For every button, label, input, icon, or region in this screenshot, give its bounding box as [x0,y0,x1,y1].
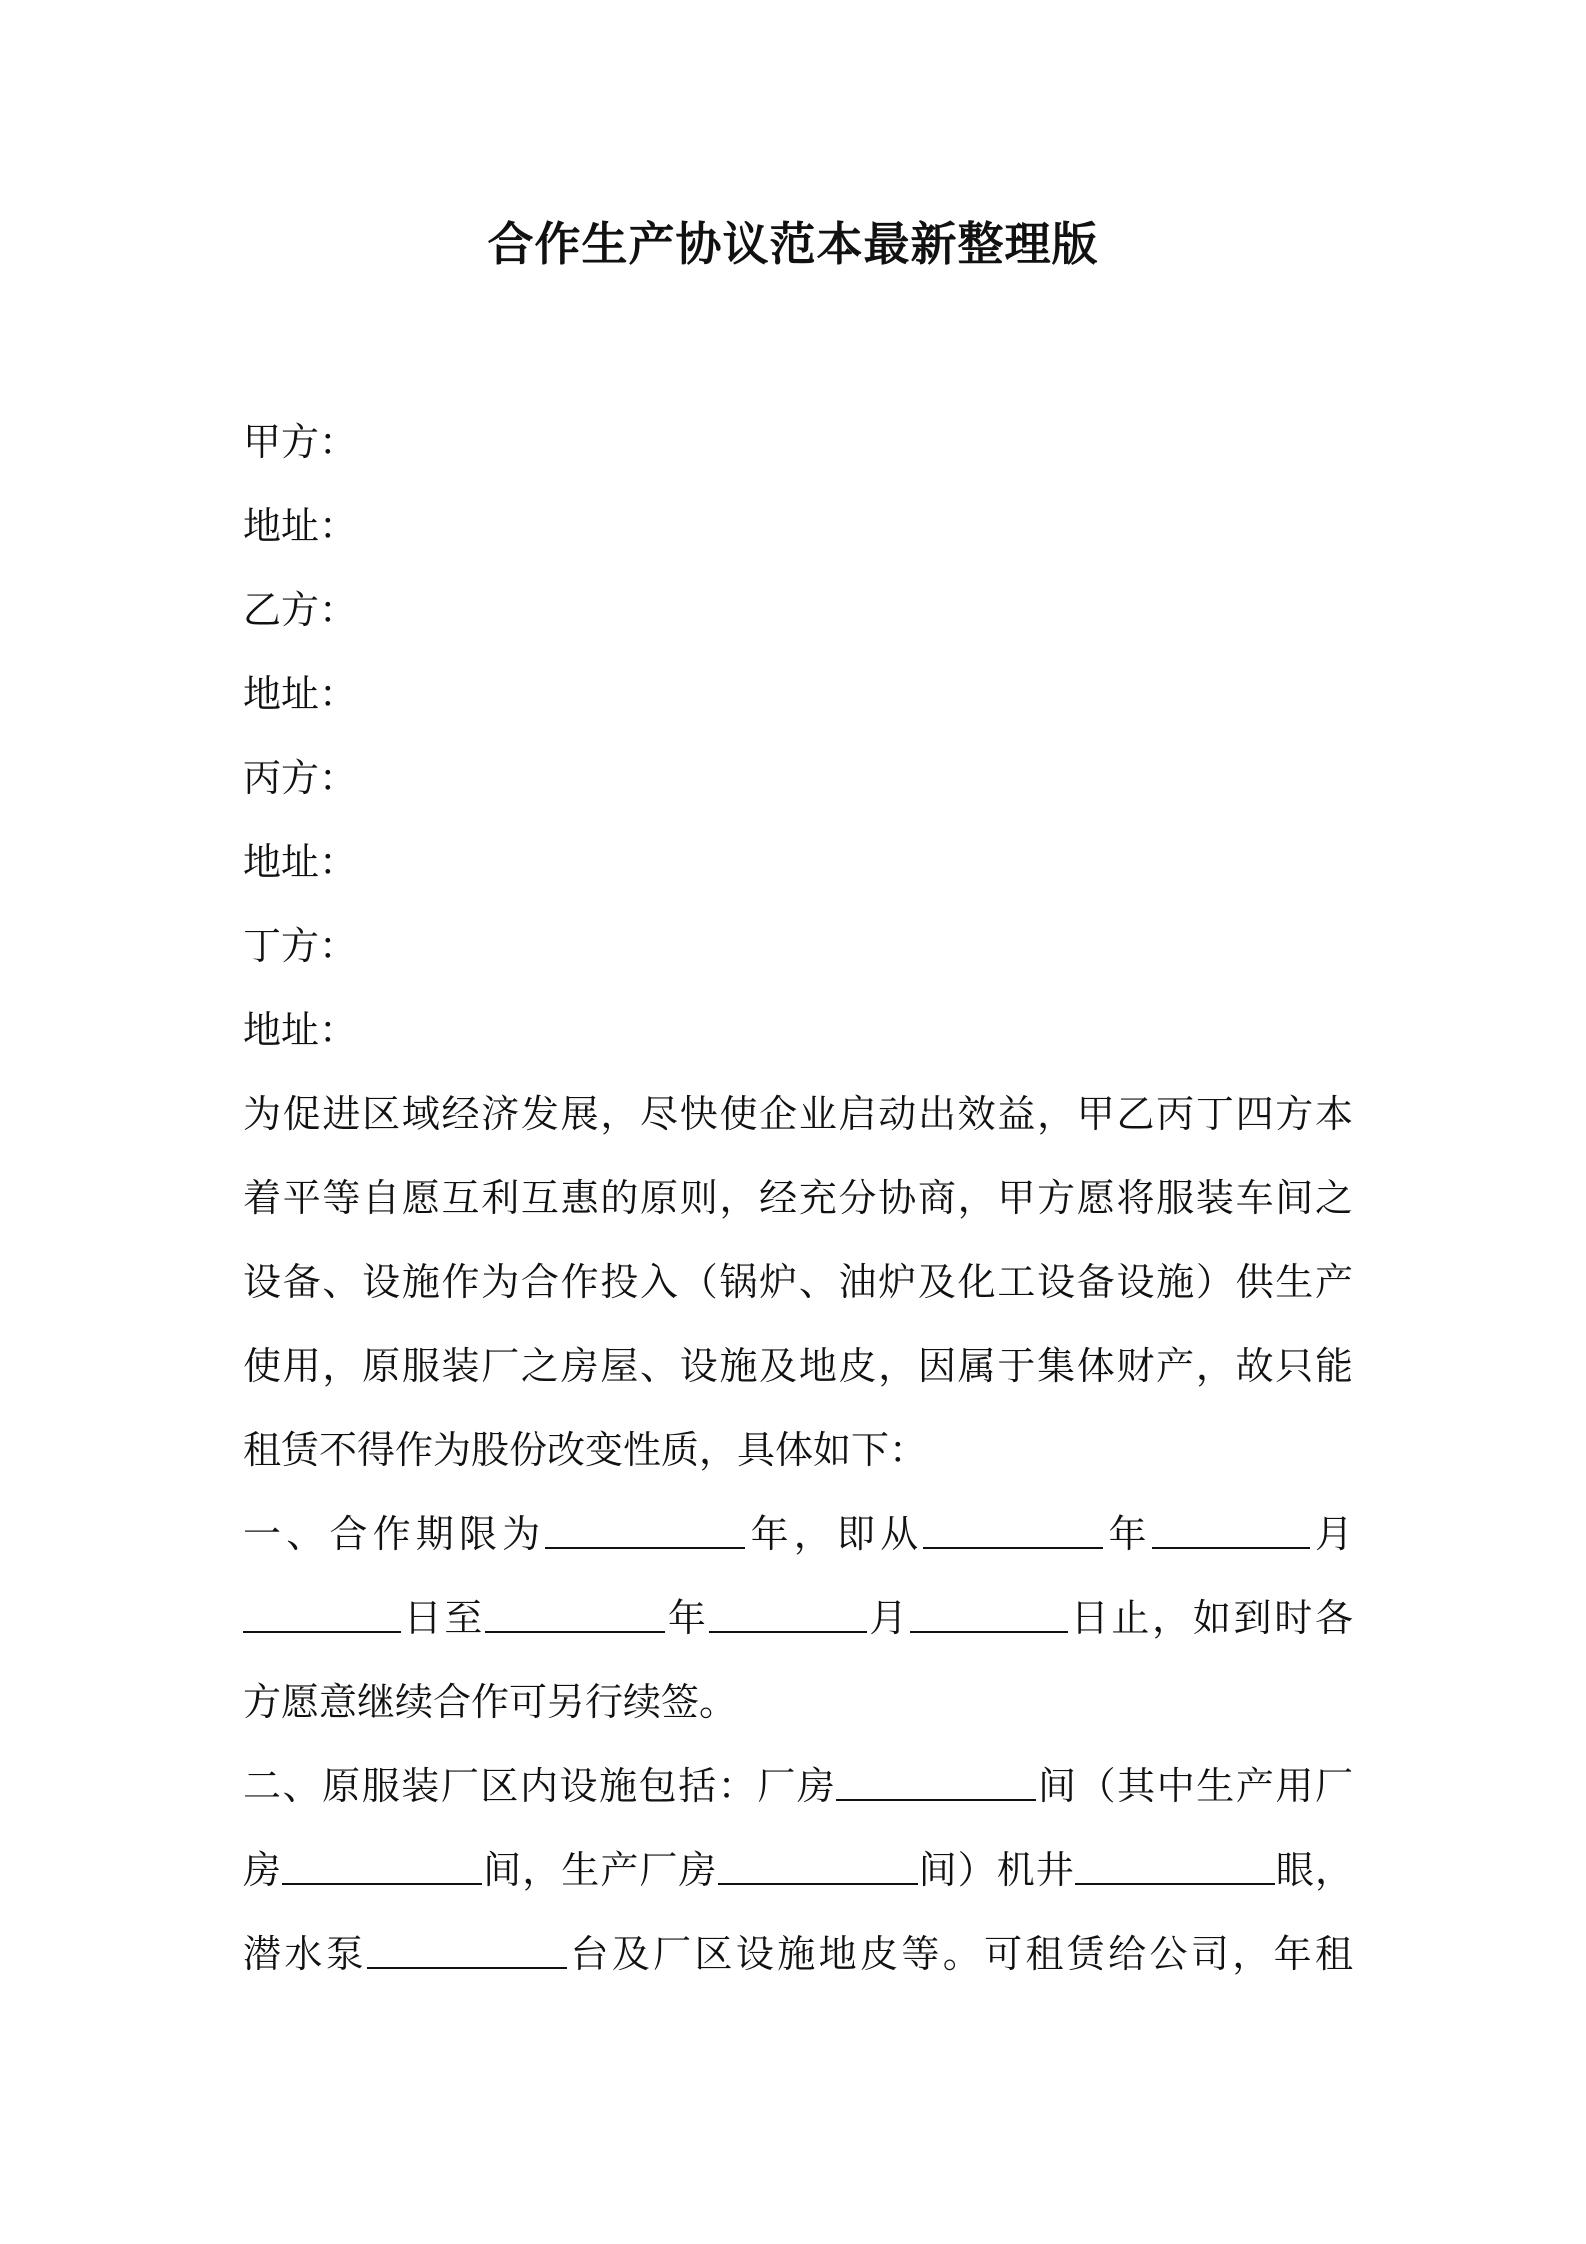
address-line-ding: 地址： [243,1008,358,1052]
fill-blank [1075,1843,1275,1885]
fill-blank [718,1843,918,1885]
clause-text: 间，生产厂房 [482,1848,718,1892]
clause-1-line [243,1492,1353,1576]
clause-text: 潜水泵 [243,1932,368,1976]
clause-text: 眼， [1274,1848,1353,1892]
party-line-bing: 丙方： [243,756,358,800]
preamble-line: 使用，原服装厂之房屋、设施及地皮，因属于集体财产，故只能 [243,1344,1353,1388]
fill-blank [243,1591,401,1633]
clause-2-line [243,1744,1353,1828]
fill-blank [923,1507,1103,1549]
clause-1-line [243,1576,1353,1660]
clause-text: 二、原服装厂区内设施包括：厂房 [243,1764,837,1808]
clause-text: 年 [665,1596,709,1640]
clause-1-line: 方愿意继续合作可另行续签。 [243,1680,738,1724]
document-title: 合作生产协议范本最新整理版 [487,217,1099,271]
clause-text: 间）机井 [917,1848,1075,1892]
clause-text: 台及厂区设施地皮等。可租赁给公司，年租 [567,1932,1353,1976]
address-line-jia: 地址： [243,504,358,548]
clause-text: 年，即从 [745,1512,924,1556]
fill-blank [910,1591,1068,1633]
clause-text: 月 [1309,1512,1353,1556]
clause-text: 日止，如到时各 [1067,1596,1353,1640]
clause-2-line [243,1912,1353,1996]
fill-blank [1152,1507,1310,1549]
party-line-ding: 丁方： [243,924,358,968]
clause-text: 年 [1103,1512,1152,1556]
preamble-line: 设备、设施作为合作投入（锅炉、油炉及化工设备设施）供生产 [243,1260,1353,1304]
party-line-yi: 乙方： [243,588,358,632]
party-line-jia: 甲方： [243,420,358,464]
clause-text: 房 [243,1848,283,1892]
fill-blank [367,1927,567,1969]
fill-blank [709,1591,867,1633]
address-line-yi: 地址： [243,672,358,716]
address-line-bing: 地址： [243,840,358,884]
preamble-line: 为促进区域经济发展，尽快使企业启动出效益，甲乙丙丁四方本 [243,1092,1353,1136]
preamble-line: 着平等自愿互利互惠的原则，经充分协商，甲方愿将服装车间之 [243,1176,1353,1220]
preamble-line: 租赁不得作为股份改变性质，具体如下： [243,1428,928,1472]
fill-blank [485,1591,665,1633]
fill-blank [282,1843,482,1885]
fill-blank [836,1759,1036,1801]
clause-text: 间（其中生产用厂 [1036,1764,1353,1808]
clause-2-line [243,1828,1353,1912]
clause-text: 月 [866,1596,910,1640]
document-body [243,400,1353,1996]
fill-blank [545,1507,745,1549]
clause-text: 日至 [401,1596,486,1640]
clause-text: 一、合作期限为 [243,1512,546,1556]
